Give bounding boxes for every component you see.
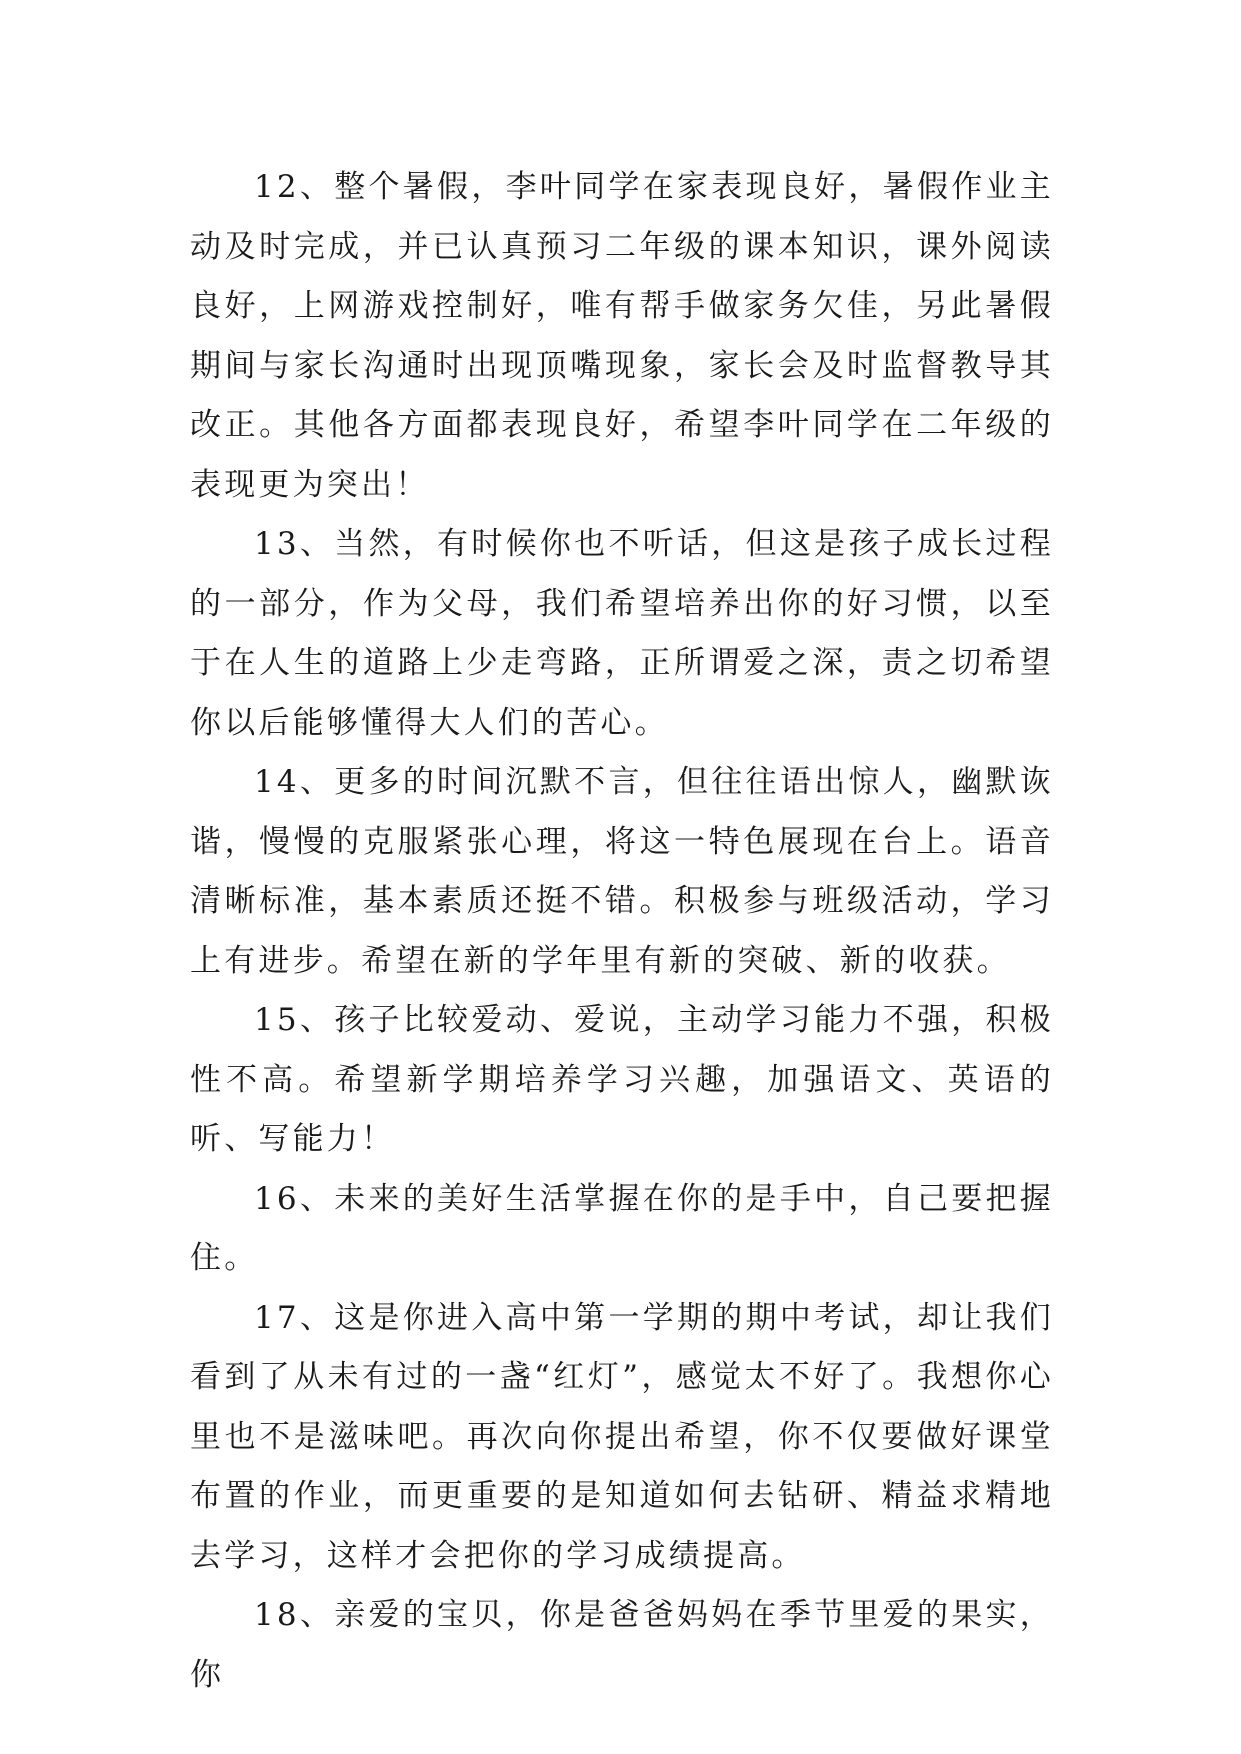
paragraph-16: 16、未来的美好生活掌握在你的是手中，自己要把握住。 <box>190 1180 1054 1276</box>
paragraph-15: 15、孩子比较爱动、爱说，主动学习能力不强，积极性不高。希望新学期培养学习兴趣，加强语文、英语的听、写能力！ <box>190 1002 1054 1157</box>
paragraph-14: 14、更多的时间沉默不言，但往往语出惊人，幽默诙谐，慢慢的克服紧张心理，将这一特色展现在台上。语音清晰标准，基本素质还挺不错。积极参与班级活动，学习上有进步。希望在新的学年里有新的突破、新的收获。 <box>190 764 1054 979</box>
paragraph-17: 17、这是你进入高中第一学期的期中考试，却让我们看到了从未有过的一盏“红灯”，感觉太不好了。我想你心里也不是滋味吧。再次向你提出希望，你不仅要做好课堂布置的作业，而更重要的是知道如何去钻研、精益求精地去学习，这样才会把你的学习成绩提高。 <box>190 1299 1054 1574</box>
document-body <box>190 158 1054 1705</box>
paragraph-13: 13、当然，有时候你也不听话，但这是孩子成长过程的一部分，作为父母，我们希望培养出你的好习惯，以至于在人生的道路上少走弯路，正所谓爱之深，责之切希望你以后能够懂得大人们的苦心。 <box>190 526 1054 741</box>
paragraph-12: 12、整个暑假，李叶同学在家表现良好，暑假作业主动及时完成，并已认真预习二年级的课本知识，课外阅读良好，上网游戏控制好，唯有帮手做家务欠佳，另此暑假期间与家长沟通时出现顶嘴现象，家长会及时监督教导其改正。其他各方面都表现良好，希望李叶同学在二年级的表现更为突出！ <box>190 169 1054 503</box>
paragraph-18: 18、亲爱的宝贝，你是爸爸妈妈在季节里爱的果实，你 <box>190 1597 1054 1693</box>
